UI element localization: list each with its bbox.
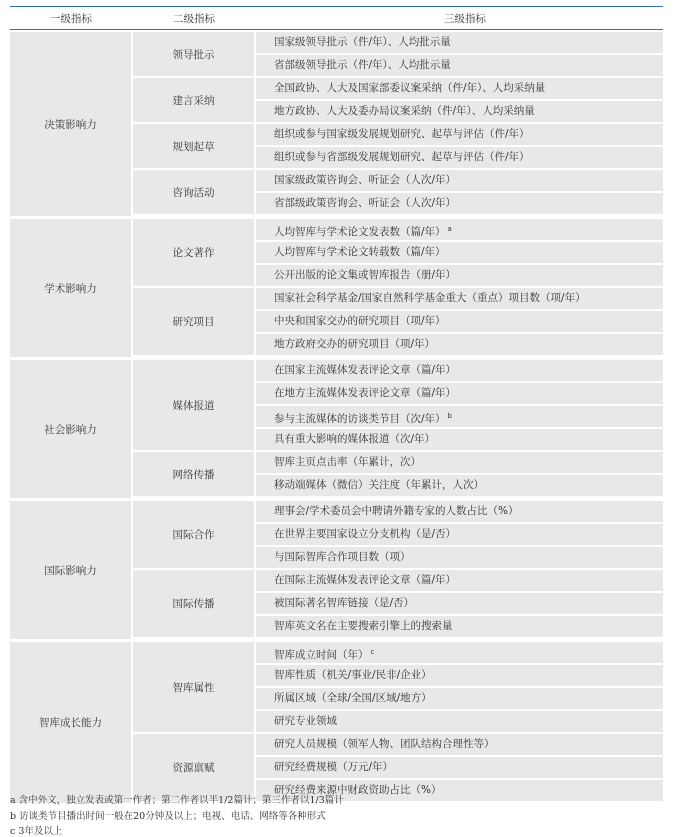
level2-cell: 咨询活动 [133, 170, 254, 214]
group-row [10, 32, 663, 217]
level3-text: 研究经费来源中财政资助占比（%） [274, 784, 442, 796]
level3-cell [256, 665, 663, 686]
level3-text: 在地方主流媒体发表评论文章（篇/年） [274, 387, 457, 399]
level3-text: 理事会/学术委员会中聘请外籍专家的人数占比（%） [274, 505, 519, 517]
level3-cell [256, 616, 663, 637]
level1-cell: 社会影响力 [10, 360, 131, 498]
level3-text: 移动端媒体（微信）关注度（年累计，人次） [274, 479, 484, 491]
level2-cell: 研究项目 [133, 288, 254, 355]
level2-cell: 规划起草 [133, 124, 254, 168]
level3-cell [256, 429, 663, 450]
level3-text: 全国政协、人大及国家部委议案采纳（件/年）、人均采纳量 [274, 82, 546, 94]
level3-text: 国家社会科学基金/国家自然科学基金重大（重点）项目数（项/年） [274, 292, 586, 304]
group-row [10, 501, 663, 640]
level3-cell [256, 383, 663, 404]
level3-text: 智库英文名在主要搜索引擎上的搜索量 [274, 620, 453, 632]
level3-cell [256, 193, 663, 214]
level3-text: 地方政府交办的研究项目（项/年） [274, 338, 436, 350]
level3-cell [256, 570, 663, 591]
level3-text: 中央和国家交办的研究项目（项/年） [274, 315, 446, 327]
header-col3: 三级指标 [444, 13, 486, 25]
level3-cell [256, 147, 663, 168]
level2-cell: 网络传播 [133, 452, 254, 496]
level3-text: 被国际著名智库链接（是/否） [274, 597, 415, 609]
level3-text: 组织或参与省部级发展规划研究、起草与评估（件/年） [274, 151, 530, 163]
group-row [10, 642, 663, 804]
level2-cell: 媒体报道 [133, 360, 254, 450]
footnote-a: a 含中外文，独立发表或第一作者；第二作者以半1/2篇计；第三作者以1/3篇计 [10, 795, 344, 806]
level2-cell: 领导批示 [133, 32, 254, 76]
level3-text: 具有重大影响的媒体报道（次/年） [274, 433, 436, 445]
level3-cell [256, 452, 663, 473]
level3-text: 智库主页点击率（年累计，次） [274, 456, 421, 468]
level3-text: 省部级政策咨询会、听证会（人次/年） [274, 197, 457, 209]
level3-text: 在世界主要国家设立分支机构（是/否） [274, 528, 457, 540]
level3-cell [256, 501, 663, 522]
level2-cell: 国际合作 [133, 501, 254, 568]
indicator-table [10, 6, 663, 804]
level3-cell [256, 360, 663, 381]
level3-text: 研究专业领域 [274, 715, 337, 727]
level2-cell: 资源禀赋 [133, 734, 254, 801]
footnote-c: c 3年及以上 [10, 826, 63, 837]
level3-cell [256, 242, 663, 263]
level3-text: 组织或参与国家级发展规划研究、起草与评估（件/年） [274, 128, 530, 140]
level3-text: 所属区域（全球/全国/区域/地方） [274, 692, 432, 704]
level3-cell [256, 406, 663, 427]
level1-cell: 决策影响力 [10, 32, 131, 216]
level3-cell [256, 688, 663, 709]
table-header [10, 6, 663, 30]
level3-text: 省部级领导批示（件/年）、人均批示量 [274, 59, 451, 71]
level3-text: 国家级领导批示（件/年）、人均批示量 [274, 36, 451, 48]
level3-cell [256, 219, 663, 240]
level3-text: 研究人员规模（领军人物、团队结构合理性等） [274, 738, 495, 750]
level2-cell: 国际传播 [133, 570, 254, 637]
level1-cell: 国际影响力 [10, 501, 131, 639]
level3-cell [256, 524, 663, 545]
level3-cell [256, 334, 663, 355]
level3-cell [256, 265, 663, 286]
level3-cell [256, 734, 663, 755]
level3-text: 国家级政策咨询会、听证会（人次/年） [274, 174, 457, 186]
level3-text: 参与主流媒体的访谈类节目（次/年） [274, 413, 446, 425]
level3-text: 研究经费规模（万元/年） [274, 761, 394, 773]
level3-text: 地方政协、人大及委办局议案采纳（件/年）、人均采纳量 [274, 105, 535, 117]
level3-cell [256, 78, 663, 99]
level3-cell [256, 642, 663, 663]
level3-text: 在国际主流媒体发表评论文章（篇/年） [274, 574, 457, 586]
level3-cell [256, 32, 663, 53]
level3-cell [256, 55, 663, 76]
level3-cell [256, 170, 663, 191]
level3-text: 智库性质（机关/事业/民非/企业） [274, 669, 432, 681]
group-row [10, 360, 663, 499]
level3-cell [256, 475, 663, 496]
level1-cell: 学术影响力 [10, 219, 131, 357]
header-col1: 一级指标 [50, 13, 92, 25]
footnote-marker: c [370, 648, 375, 656]
table-body [10, 32, 663, 804]
level2-cell: 智库属性 [133, 642, 254, 732]
footnote-b: b 访谈类节目播出时间一般在20分钟及以上；电视、电话、网络等各种形式 [10, 811, 326, 822]
level3-text: 人均智库与学术论文转载数（篇/年） [274, 246, 446, 258]
level3-cell [256, 711, 663, 732]
level3-text: 公开出版的论文集或智库报告（册/年） [274, 269, 457, 281]
footnote-marker: b [447, 412, 452, 420]
level3-cell [256, 124, 663, 145]
level3-cell [256, 288, 663, 309]
level3-cell [256, 311, 663, 332]
level3-text: 智库成立时间（年） [274, 649, 369, 661]
level3-text: 人均智库与学术论文发表数（篇/年） [274, 226, 446, 238]
level2-cell: 论文著作 [133, 219, 254, 286]
level3-text: 在国家主流媒体发表评论文章（篇/年） [274, 364, 457, 376]
level3-text: 与国际智库合作项目数（项） [274, 551, 411, 563]
level3-cell [256, 757, 663, 778]
level3-cell [256, 593, 663, 614]
header-col2: 二级指标 [173, 13, 215, 25]
level1-cell: 智库成长能力 [10, 642, 131, 803]
footnote-marker: a [447, 225, 452, 233]
level3-cell [256, 101, 663, 122]
group-row [10, 219, 663, 358]
level3-cell [256, 547, 663, 568]
level2-cell: 建言采纳 [133, 78, 254, 122]
